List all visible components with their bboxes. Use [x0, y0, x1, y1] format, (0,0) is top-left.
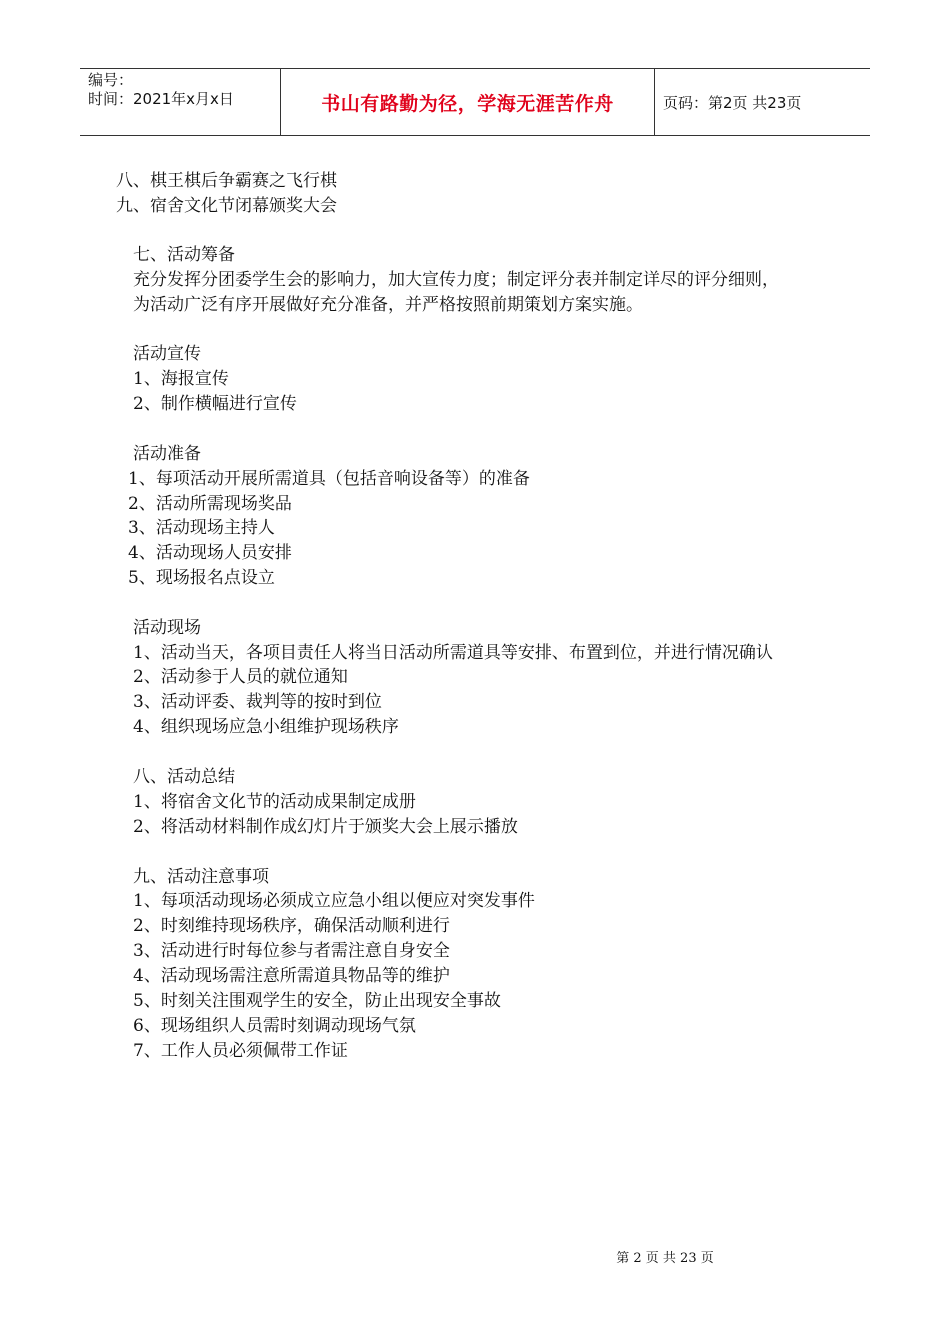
list-item: 3、活动评委、裁判等的按时到位 — [133, 692, 382, 712]
list-item: 7、工作人员必须佩带工作证 — [133, 1041, 348, 1061]
list-item: 九、宿舍文化节闭幕颁奖大会 — [116, 196, 337, 216]
list-item: 1、将宿舍文化节的活动成果制定成册 — [133, 792, 416, 812]
list-item: 2、活动所需现场奖品 — [128, 494, 292, 514]
list-item: 2、活动参于人员的就位通知 — [133, 667, 348, 687]
page-header — [80, 68, 870, 136]
header-page-number: 页码：第2页 共23页 — [663, 93, 802, 112]
header-info — [80, 69, 281, 135]
list-item: 5、现场报名点设立 — [128, 568, 275, 588]
list-item: 1、每项活动开展所需道具（包括音响设备等）的准备 — [128, 469, 530, 489]
paragraph-line: 充分发挥分团委学生会的影响力，加大宣传力度；制定评分表并制定详尽的评分细则， — [133, 270, 779, 290]
footer-page-number: 第 2 页 共 23 页 — [616, 1251, 714, 1266]
section-heading: 七、活动筹备 — [133, 245, 235, 265]
list-item: 6、现场组织人员需时刻调动现场气氛 — [133, 1016, 416, 1036]
document-date-label: 时间：2021年x月x日 — [88, 90, 234, 108]
subsection-heading: 活动宣传 — [133, 344, 201, 364]
list-item: 2、将活动材料制作成幻灯片于颁奖大会上展示播放 — [133, 817, 518, 837]
section-heading: 八、活动总结 — [133, 767, 235, 787]
header-motto: 书山有路勤为径，学海无涯苦作舟 — [281, 69, 655, 135]
list-item: 八、棋王棋后争霸赛之飞行棋 — [116, 171, 337, 191]
subsection-heading: 活动准备 — [133, 444, 201, 464]
list-item: 2、时刻维持现场秩序，确保活动顺利进行 — [133, 916, 450, 936]
subsection-heading: 活动现场 — [133, 618, 201, 638]
paragraph-line: 为活动广泛有序开展做好充分准备，并严格按照前期策划方案实施。 — [133, 295, 643, 315]
list-item: 4、活动现场需注意所需道具物品等的维护 — [133, 966, 450, 986]
list-item: 1、活动当天，各项目责任人将当日活动所需道具等安排、布置到位，并进行情况确认 — [133, 643, 773, 663]
list-item: 1、海报宣传 — [133, 369, 229, 389]
list-item: 2、制作横幅进行宣传 — [133, 394, 297, 414]
page-footer — [0, 1247, 950, 1266]
list-item: 4、活动现场人员安排 — [128, 543, 292, 563]
list-item: 3、活动现场主持人 — [128, 518, 275, 538]
list-item: 4、组织现场应急小组维护现场秩序 — [133, 717, 399, 737]
list-item: 3、活动进行时每位参与者需注意自身安全 — [133, 941, 450, 961]
list-item: 1、每项活动现场必须成立应急小组以便应对突发事件 — [133, 891, 535, 911]
document-number-label: 编号： — [88, 71, 134, 89]
list-item: 5、时刻关注围观学生的安全，防止出现安全事故 — [133, 991, 501, 1011]
section-heading: 九、活动注意事项 — [133, 867, 269, 887]
